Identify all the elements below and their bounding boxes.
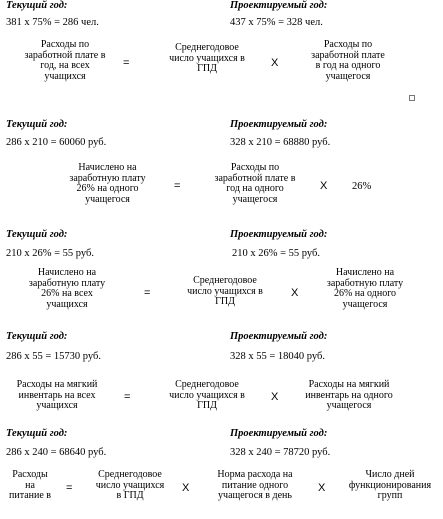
calc-current-4: 286 х 55 = 15730 руб. [6, 351, 101, 362]
calc-projected-2: 328 х 210 = 68880 руб. [230, 137, 331, 148]
heading-current-year-4: Текущий год: [6, 331, 68, 342]
formula-5-term-1: Расходы на питание в [9, 469, 51, 501]
formula-4-term-1: Расходы на мягкий инвентарь на всех учащихся [16, 379, 98, 411]
heading-current-year-5: Текущий год: [6, 428, 68, 439]
calc-projected-5: 328 х 240 = 78720 руб. [230, 447, 331, 458]
formula-3-equals: = [144, 287, 151, 299]
formula-2-term-1: Начислено на заработную плату 26% на одного учащегося [69, 162, 146, 205]
formula-4-term-2: Среднегодовое число учащихся в ГПД [169, 379, 245, 411]
heading-current-year-1: Текущий год: [6, 0, 68, 11]
formula-3-term-2: Среднегодовое число учащихся в ГПД [187, 275, 263, 307]
anchor-marker [409, 95, 415, 101]
formula-3-term-1: Начислено на заработную плату 26% на всех учащихся [28, 267, 106, 310]
calc-current-3: 210 х 26% = 55 руб. [6, 248, 94, 259]
formula-4-times: Х [271, 391, 279, 403]
heading-current-year-3: Текущий год: [6, 229, 68, 240]
formula-4-equals: = [124, 391, 131, 403]
formula-5-equals: = [66, 482, 73, 494]
calc-current-1: 381 х 75% = 286 чел. [6, 17, 99, 28]
formula-1-term-3: Расходы по заработной плате в год на одного учащегося [311, 39, 385, 82]
formula-4-term-3: Расходы на мягкий инвентарь на одного учащегося [305, 379, 393, 411]
heading-projected-year-1: Проектируемый год: [230, 0, 328, 11]
formula-5-term-4: Число дней функционирования групп [348, 469, 432, 501]
heading-projected-year-2: Проектируемый год: [230, 119, 328, 130]
heading-projected-year-5: Проектируемый год: [230, 428, 328, 439]
formula-1-term-2: Среднегодовое число учащихся в ГПД [169, 42, 245, 74]
heading-projected-year-4: Проектируемый год: [230, 331, 328, 342]
calc-projected-3: 210 х 26% = 55 руб. [232, 248, 320, 259]
formula-3-times: Х [291, 287, 299, 299]
formula-1-times: Х [271, 57, 279, 69]
calc-current-2: 286 х 210 = 60060 руб. [6, 137, 107, 148]
heading-current-year-2: Текущий год: [6, 119, 68, 130]
formula-5-times-1: Х [182, 482, 190, 494]
formula-2-times: Х [320, 180, 328, 192]
calc-projected-4: 328 х 55 = 18040 руб. [230, 351, 325, 362]
formula-5-term-2: Среднегодовое число учащихся в ГПД [95, 469, 165, 501]
formula-5-term-3: Норма расхода на питание одного учащегося в день [217, 469, 293, 501]
formula-1-term-1: Расходы по заработной плате в год, на всех учащихся [24, 39, 106, 82]
formula-2-equals: = [174, 180, 181, 192]
formula-2-term-3: 26% [352, 181, 372, 192]
heading-projected-year-3: Проектируемый год: [230, 229, 328, 240]
calc-current-5: 286 х 240 = 68640 руб. [6, 447, 107, 458]
formula-5-times-2: Х [318, 482, 326, 494]
formula-3-term-3: Начислено на заработную плату 26% на одного учащегося [326, 267, 404, 310]
formula-2-term-2: Расходы по заработной плате в год на одного учащегося [214, 162, 296, 205]
formula-1-equals: = [123, 57, 130, 69]
calc-projected-1: 437 х 75% = 328 чел. [230, 17, 323, 28]
